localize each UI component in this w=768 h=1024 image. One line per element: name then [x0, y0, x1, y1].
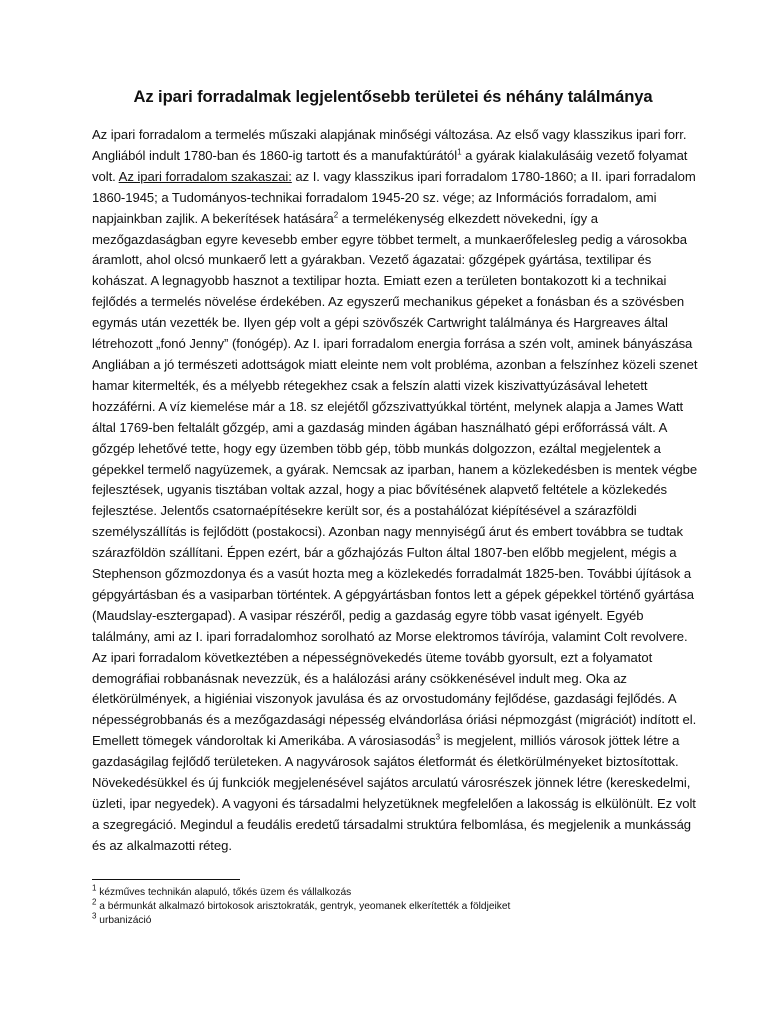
footnote	[92, 897, 698, 914]
body-text-part: Az ipari forradalom a termelés műszaki alapjának minőségi változása. Az első vagy klasszikus ipari forr. Angliából indult 1780-ban és 1860-ig tartott és a manufaktúrától	[92, 127, 687, 163]
body-text-part: is megjelent, milliós városok jöttek létre a gazdaságilag fejlődő területeken. A nagyvárosok sajátos életformát és életkörülményeket biztosítottak. Növekedésükkel és új funkciók megjelenésével sajátos arculatú városrészek jönnek létre (kereskedelmi, üzleti, ipar negyedek). A vagyoni és társadalmi helyzetüknek megfelelően a lakosság is elkülönült. Ez volt a szegregáció. Megindul a feudális eredetű társadalmi struktúra felbomlása, és megjelenik a munkásság és az alkalmazotti réteg.	[92, 733, 696, 853]
footnote-mark: 2	[92, 897, 97, 907]
footnote-separator	[92, 879, 240, 880]
footnote-ref[interactable]: 1	[457, 147, 462, 157]
footnote-text: kézműves technikán alapuló, tőkés üzem és vállalkozás	[96, 886, 352, 898]
body-paragraph	[92, 125, 698, 857]
footnote	[92, 911, 698, 928]
page-title: Az ipari forradalmak legjelentősebb területei és néhány találmánya	[133, 87, 653, 106]
body-text-part: a gyárak kialakulásáig vezető folyamat volt.	[92, 147, 688, 184]
footnotes	[92, 883, 698, 929]
footnote-ref[interactable]: 3	[435, 732, 440, 742]
footnote-ref[interactable]: 2	[333, 210, 339, 220]
footnote	[92, 883, 698, 900]
footnote-mark: 1	[92, 883, 97, 893]
footnote-mark: 3	[92, 911, 97, 921]
body-text-part: a termelékenység elkezdett növekedni, így a mezőgazdaságban egyre kevesebb ember egyre többet termelt, a munkaerőfelesleg pedig a városokba áramlott, ahol olcsó munkaerő lett a gyárakban. Vezető ágazatai: gőzgépek gyártása, textilipar és kohászat. A legnagyobb hasznot a textilipar hozta. Emiatt ezen a területen bontakozott ki a technikai fejlődés a termelés növelése érdekében. Az egyszerű mechanikus gépeket a fonásban és a szövésben egymás után vezették be. Ilyen gép volt a gépi szövőszék Cartwright találmánya és Hargreaves által létrehozott „fonó Jenny” (fonógép). Az I. ipari forradalom energia forrása a szén volt, aminek bányászása Angliában a jó természeti adottságok miatt eleinte nem volt probléma, azonban a felszínhez közeli szenet hamar kitermelték, és a mélyebb rétegekhez csak a felszín alatti vizek kiszivattyúzásával lehetett hozzáférni. A víz kiemelése már a 18. sz elejétől gőzszivattyúkkal történt, melynek alapja a James Watt által 1769-ben feltalált gőzgép, ami a gazdaság minden ágában használható gépi erőforrássá vált. A gőzgép lehetővé tette, hogy egy üzemben több gép, több munkás dolgozzon, ezáltal megjelentek a gépekkel termelő nagyüzemek, a gyárak. Nemcsak az iparban, hanem a közlekedésben is mentek végbe fejlesztések, ugyanis tisztában voltak azzal, hogy a piac bővítésének alapvető feltétele a közlekedés fejlesztése. Jelentős csatornaépítésekre került sor, és a postahálózat kiépítésével a szárazföldi személyszállítás is fejlődött (postakocsi). Azonban nagy mennyiségű árut és embert továbbra se tudtak szárazföldön szállítani. Éppen ezért, bár a gőzhajózás Fulton által 1807-ben előbb megjelent, mégis a Stephenson gőzmozdonya és a vasút hozta meg a közlekedés forradalmát 1825-ben. További újítások a gépgyártásban és a vasiparban történtek. A gépgyártásban fontos lett a gépek gépekkel történő gyártása (Maudslay-esztergapad). A vasipar részéről, pedig a gazdaság egyre több vasat igényelt. Egyéb találmány, ami az I. ipari forradalomhoz sorolható az Morse elektromos távírója, valamint Colt revolvere. Az ipari forradalom következtében a népességnövekedés üteme tovább gyorsult, ezt a folyamatot demográfiai robbanásnak nevezzük, és a halálozási arány csökkenésével indult meg. Oka az életkörülmények, a higiéniai viszonyok javulása és az orvostudomány fejlődése, gazdasági fejlődés. A népességrobbanás és a mezőgazdasági népesség elvándorlása óriási népmozgást (migrációt) indított el. Emellett tömegek vándoroltak ki Amerikába. A városiasodás	[92, 210, 698, 749]
underlined-phrase: Az ipari forradalom szakaszai:	[118, 168, 292, 184]
footnote-text: a bérmunkát alkalmazó birtokosok arisztokraták, gentryk, yeomanek elkerítették a földjeiket	[96, 900, 511, 912]
footnote-text: urbanizáció	[96, 915, 152, 927]
body-text-part: az I. vagy klasszikus ipari forradalom 1780-1860; a II. ipari forradalom 1860-1945; a Tudományos-technikai forradalom 1945-20 sz. vége; az Információs forradalom, ami napjainkban zajlik. A bekerítések hatására	[92, 168, 696, 226]
